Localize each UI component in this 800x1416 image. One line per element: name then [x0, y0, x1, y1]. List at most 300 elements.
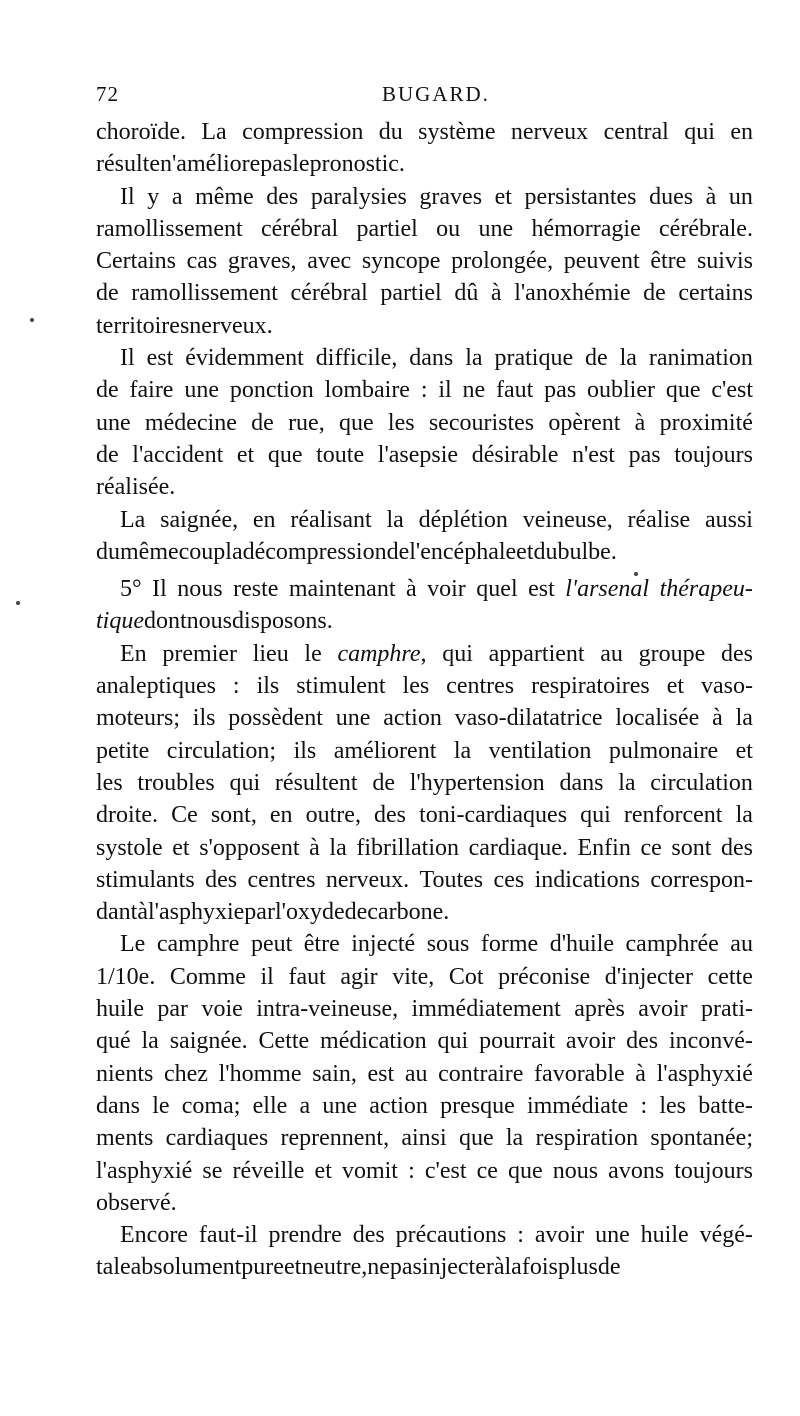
- word: secouristes: [428, 409, 535, 436]
- word: cardiaque.: [468, 834, 568, 861]
- text-line: [96, 1219, 753, 1251]
- word: pas: [260, 151, 293, 178]
- word: La: [120, 506, 146, 533]
- word: médecine: [144, 409, 237, 436]
- word: à: [406, 576, 417, 603]
- word: la: [735, 705, 753, 732]
- word: nerveux.: [189, 312, 273, 339]
- word: rue,: [288, 409, 325, 436]
- word: fibrillation: [356, 834, 460, 861]
- word: et: [666, 673, 685, 700]
- word: par: [157, 996, 189, 1023]
- word: déplétion: [418, 506, 508, 533]
- word: proximité: [659, 409, 753, 436]
- word: du: [533, 538, 558, 565]
- word: possèdent: [228, 705, 323, 732]
- word: ou: [436, 215, 461, 242]
- word: :: [420, 377, 428, 404]
- word: et: [172, 834, 190, 861]
- word: Il: [120, 345, 135, 372]
- word: lombaire: [324, 377, 410, 404]
- word: du: [378, 119, 403, 145]
- word: décompression: [242, 538, 387, 565]
- text-line: [96, 116, 753, 148]
- word: il: [438, 377, 452, 404]
- word: vomit: [341, 1157, 398, 1184]
- word: par: [244, 899, 275, 926]
- word: qué: [96, 1028, 131, 1055]
- word: Enfin: [577, 834, 631, 861]
- word: vite,: [392, 963, 435, 990]
- text-line: [96, 245, 753, 277]
- word: droite.: [96, 802, 158, 829]
- word: la: [735, 802, 753, 829]
- word: la: [386, 506, 404, 533]
- word: l'anoxhémie: [514, 280, 631, 307]
- word: et: [236, 441, 255, 468]
- word: Cette: [258, 1028, 310, 1055]
- word: il: [260, 963, 274, 990]
- paragraph: [96, 342, 753, 503]
- word: prati-: [701, 996, 753, 1023]
- word: appartient: [488, 640, 585, 667]
- word: centres: [247, 866, 316, 893]
- word: et: [516, 538, 534, 565]
- word: n'est: [571, 441, 615, 468]
- text-line: [96, 342, 753, 374]
- specks: [634, 572, 638, 576]
- word: huile: [96, 996, 144, 1023]
- word: agir: [340, 963, 378, 990]
- word: reprennent,: [280, 1125, 390, 1152]
- text-line: [96, 573, 753, 605]
- word: immédiatement: [411, 996, 561, 1023]
- word: ils: [256, 673, 280, 700]
- word: stimulants: [96, 866, 195, 893]
- text-line: [96, 471, 753, 503]
- word: avoir: [565, 1028, 616, 1055]
- word: respiration: [535, 1125, 639, 1152]
- word: cérébrale.: [659, 215, 753, 242]
- word: observé.: [96, 1189, 177, 1216]
- word: des: [720, 640, 753, 667]
- word: Il: [152, 576, 167, 603]
- word: systole: [96, 834, 163, 861]
- word: fois: [521, 1254, 558, 1281]
- word: hémorragie: [531, 215, 641, 242]
- word: prendre: [268, 1222, 342, 1249]
- word: intra-veineuse,: [256, 996, 399, 1023]
- text-line: [96, 896, 753, 928]
- text-line: [96, 1122, 753, 1154]
- word: ainsi: [401, 1125, 447, 1152]
- word: l'arsenal: [565, 576, 650, 603]
- word: Le: [120, 931, 146, 958]
- word: une: [96, 409, 131, 436]
- word: pronostic.: [309, 151, 405, 178]
- word: inconvé-: [668, 1028, 753, 1055]
- word: avons: [608, 1157, 665, 1184]
- text-line: [96, 1025, 753, 1057]
- word: au: [600, 640, 623, 667]
- word: réalise: [627, 506, 691, 533]
- word: l'hypertension: [409, 769, 545, 796]
- word: la: [505, 1125, 524, 1152]
- word: sont: [671, 834, 712, 861]
- word: prolongée,: [451, 248, 554, 275]
- word: territoires: [96, 312, 190, 339]
- word: même: [120, 538, 179, 565]
- word: de: [585, 345, 608, 372]
- word: l'asepsie: [377, 441, 459, 468]
- word: ramollissement: [96, 215, 243, 242]
- word: que: [458, 1125, 494, 1152]
- word: faut: [288, 963, 326, 990]
- text-line: [96, 961, 753, 993]
- word: à: [634, 409, 646, 436]
- text-line: [96, 439, 753, 471]
- word: est: [367, 1060, 395, 1087]
- word: coma;: [181, 1092, 241, 1119]
- word: :: [232, 673, 240, 700]
- word: l'oxyde: [274, 899, 345, 926]
- text-line: [96, 767, 753, 799]
- word: ce: [476, 1157, 498, 1184]
- word: avec: [307, 248, 352, 275]
- word: sous: [426, 931, 470, 958]
- paragraph: [96, 181, 753, 342]
- word: pas: [544, 377, 577, 404]
- word: améliorent: [333, 737, 437, 764]
- word: carbone.: [367, 899, 450, 926]
- word: désirable: [471, 441, 559, 468]
- word: ils: [293, 737, 317, 764]
- word: à: [493, 1254, 505, 1281]
- text-line: [96, 277, 753, 309]
- word: moteurs;: [96, 705, 180, 732]
- text-line: [96, 1155, 753, 1187]
- word: reste: [233, 576, 279, 603]
- word: ramollissement: [131, 280, 278, 307]
- text-line: [96, 148, 753, 180]
- word: ponction: [229, 377, 314, 404]
- text-line: [96, 832, 753, 864]
- word: avoir: [534, 1222, 585, 1249]
- word: la: [618, 769, 636, 796]
- word: une: [335, 705, 371, 732]
- word: graves,: [227, 248, 297, 275]
- word: saignée,: [160, 506, 239, 533]
- word: 5°: [120, 576, 142, 603]
- word: du: [96, 538, 120, 565]
- word: peuvent: [563, 248, 640, 275]
- word: les: [659, 1092, 687, 1119]
- word: camphrée: [625, 931, 719, 958]
- word: suivis: [696, 248, 753, 275]
- word: troubles: [137, 769, 215, 796]
- word: pourrait: [479, 1028, 556, 1055]
- word: petite: [96, 737, 150, 764]
- word: peut: [250, 931, 293, 958]
- word: Comme: [169, 963, 246, 990]
- word: tique: [96, 608, 144, 635]
- word: partiel: [356, 215, 418, 242]
- word: cardiaques: [165, 1125, 269, 1152]
- running-head: BUGARD.: [382, 82, 490, 106]
- word: est: [528, 576, 555, 603]
- word: la: [225, 538, 243, 565]
- word: d'injecter: [604, 963, 693, 990]
- word: cette: [707, 963, 753, 990]
- word: toujours: [674, 441, 753, 468]
- word: système: [418, 119, 496, 145]
- word: groupe: [638, 640, 706, 667]
- page-header: [96, 82, 756, 114]
- text-line: [96, 638, 753, 670]
- word: favorable: [534, 1060, 625, 1087]
- word: dant: [96, 899, 138, 926]
- word: réveille: [232, 1157, 305, 1184]
- word: ce: [640, 834, 662, 861]
- word: l'asphyxie: [147, 899, 245, 926]
- text-line: [96, 993, 753, 1025]
- word: et: [494, 183, 512, 210]
- word: toujours: [674, 1157, 753, 1184]
- word: au: [404, 1060, 428, 1087]
- paragraph: [96, 116, 753, 181]
- word: le: [292, 151, 310, 178]
- page-number: 72: [96, 82, 119, 106]
- word: central: [603, 119, 669, 145]
- text-line: [96, 605, 753, 637]
- word: ne: [367, 1254, 390, 1281]
- word: que: [267, 441, 303, 468]
- text-line: [96, 504, 753, 536]
- word: correspon-: [650, 866, 753, 893]
- word: la: [453, 737, 472, 764]
- paragraph: [96, 1219, 753, 1284]
- word: de: [251, 409, 274, 436]
- word: à: [705, 183, 717, 210]
- word: à: [712, 705, 723, 732]
- word: de: [96, 377, 119, 404]
- word: La: [201, 119, 227, 145]
- word: certains: [678, 280, 753, 307]
- word: nous: [552, 1157, 599, 1184]
- word: ils: [192, 705, 216, 732]
- word: dans: [96, 1092, 140, 1119]
- word: :: [408, 1157, 415, 1184]
- word: dans: [409, 345, 454, 372]
- word: en: [730, 119, 753, 145]
- word: un: [728, 183, 753, 210]
- text-line: [96, 670, 753, 702]
- word: voir: [427, 576, 466, 603]
- specks: [30, 318, 34, 322]
- word: précautions: [395, 1222, 507, 1249]
- word: toute: [316, 441, 365, 468]
- word: voie: [201, 996, 243, 1023]
- word: camphre,: [337, 640, 427, 667]
- word: pure: [241, 1254, 284, 1281]
- word: réalisant: [290, 506, 372, 533]
- word: difficile,: [315, 345, 398, 372]
- word: ces: [493, 866, 525, 893]
- word: résultent: [274, 769, 358, 796]
- word: des: [266, 183, 299, 210]
- word: nous: [186, 608, 233, 635]
- word: forme: [480, 931, 539, 958]
- word: ranimation: [648, 345, 753, 372]
- text-line: [96, 928, 753, 960]
- word: ne: [462, 377, 486, 404]
- text-line: [96, 1187, 753, 1219]
- word: des: [205, 866, 238, 893]
- word: ments: [96, 1125, 154, 1152]
- word: sain,: [312, 1060, 357, 1087]
- word: analeptiques: [96, 673, 216, 700]
- word: être: [303, 931, 340, 958]
- word: de: [597, 1254, 621, 1281]
- word: préconise: [498, 963, 591, 990]
- word: quel: [476, 576, 518, 603]
- word: neutre,: [301, 1254, 368, 1281]
- word: syncope: [361, 248, 441, 275]
- word: pratique: [494, 345, 574, 372]
- text-line: [96, 799, 753, 831]
- word: veineuse,: [522, 506, 613, 533]
- word: :: [640, 1092, 648, 1119]
- word: est: [146, 345, 174, 372]
- word: de: [372, 769, 395, 796]
- word: en: [252, 506, 276, 533]
- word: ventilation: [488, 737, 592, 764]
- word: qui: [229, 769, 261, 796]
- word: de: [643, 280, 666, 307]
- word: évidemment: [185, 345, 304, 372]
- word: une: [595, 1222, 630, 1249]
- word: la: [619, 345, 637, 372]
- word: médication: [320, 1028, 427, 1055]
- word: a: [299, 1092, 311, 1119]
- word: coup: [178, 538, 226, 565]
- word: contraire: [438, 1060, 524, 1087]
- word: pas: [628, 441, 661, 468]
- word: à: [309, 834, 320, 861]
- word: cérébral: [260, 215, 339, 242]
- word: une: [478, 215, 514, 242]
- word: absolument: [130, 1254, 242, 1281]
- word: de: [96, 280, 119, 307]
- word: dont: [144, 608, 187, 635]
- word: de: [386, 538, 410, 565]
- text-line: [96, 407, 753, 439]
- word: huile: [640, 1222, 689, 1249]
- word: les: [387, 409, 415, 436]
- word: des: [721, 834, 753, 861]
- text-line: [96, 181, 753, 213]
- word: pas: [389, 1254, 422, 1281]
- word: action: [369, 1092, 428, 1119]
- word: Encore: [120, 1222, 188, 1249]
- paragraph: [96, 638, 753, 929]
- text-line: [96, 536, 753, 568]
- word: vaso-: [701, 673, 753, 700]
- word: chez: [163, 1060, 208, 1087]
- word: c'est: [711, 377, 753, 404]
- specks: [16, 601, 20, 605]
- word: lieu: [252, 640, 289, 667]
- text-line: [96, 1090, 753, 1122]
- word: que: [507, 1157, 543, 1184]
- word: circulation: [650, 769, 753, 796]
- word: faire: [129, 377, 174, 404]
- word: elle: [252, 1092, 288, 1119]
- word: premier: [162, 640, 237, 667]
- word: choroïde.: [96, 119, 186, 145]
- word: centres: [446, 673, 515, 700]
- word: les: [96, 769, 123, 796]
- paragraph: [96, 573, 753, 638]
- word: d'huile: [549, 931, 615, 958]
- word: dues: [649, 183, 694, 210]
- word: dû: [454, 280, 479, 307]
- text-line: [96, 1058, 753, 1090]
- word: faut-il: [198, 1222, 258, 1249]
- word: l'accident: [132, 441, 224, 468]
- word: cérébral: [290, 280, 368, 307]
- word: nients: [96, 1060, 154, 1087]
- word: même: [195, 183, 254, 210]
- word: spontanée;: [650, 1125, 753, 1152]
- word: batte-: [698, 1092, 753, 1119]
- word: de: [96, 441, 119, 468]
- word: la: [329, 834, 347, 861]
- word: qui: [442, 640, 473, 667]
- word: végé-: [699, 1222, 753, 1249]
- word: bulbe.: [557, 538, 617, 565]
- word: le: [304, 640, 322, 667]
- word: cas: [186, 248, 218, 275]
- text-line: [96, 374, 753, 406]
- word: se: [202, 1157, 223, 1184]
- word: :: [517, 1222, 524, 1249]
- word: au: [730, 931, 753, 958]
- text-line: [96, 864, 753, 896]
- word: que: [338, 409, 374, 436]
- word: disposons.: [232, 608, 333, 635]
- word: de: [344, 899, 368, 926]
- word: la: [141, 1028, 159, 1055]
- word: y: [147, 183, 160, 210]
- word: être: [650, 248, 687, 275]
- paragraph: [96, 928, 753, 1219]
- word: immédiate: [526, 1092, 629, 1119]
- word: circulation;: [166, 737, 277, 764]
- text-line: [96, 310, 753, 342]
- word: n'améliore: [159, 151, 261, 178]
- word: Certains: [96, 248, 176, 275]
- word: faut: [496, 377, 534, 404]
- word: Toutes: [419, 866, 484, 893]
- word: et: [735, 737, 753, 764]
- word: injecter: [421, 1254, 494, 1281]
- word: s'opposent: [199, 834, 300, 861]
- word: camphre: [156, 931, 240, 958]
- word: qui: [580, 802, 611, 829]
- word: En: [120, 640, 147, 667]
- word: les: [402, 673, 430, 700]
